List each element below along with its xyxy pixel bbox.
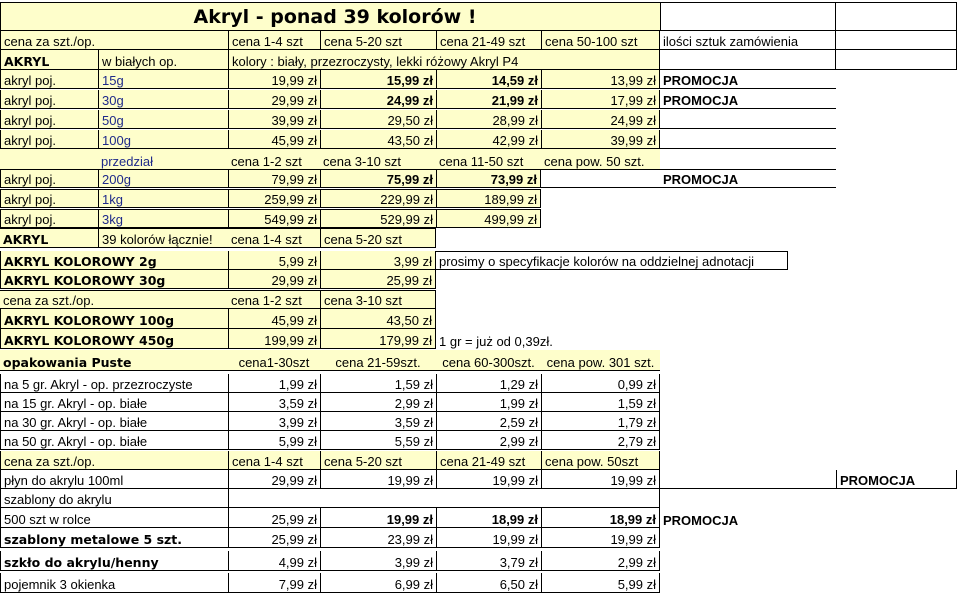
kolorowy-p2: 179,99 zł <box>320 329 436 349</box>
metalowe-p4: 19,99 zł <box>541 528 660 548</box>
puste-p2: 5,59 zł <box>320 431 436 450</box>
row-price-2: 75,99 zł <box>320 169 436 188</box>
akryl-white-pack: w białych op. <box>98 50 228 70</box>
last-header-c3: cena 21-49 szt <box>436 451 541 470</box>
row-label: akryl poj. <box>0 70 98 89</box>
akryl-white-colors: kolory : biały, przezroczysty, lekki różowy Akryl P4 <box>228 50 660 70</box>
range-c2: cena 3-10 szt <box>320 149 436 169</box>
row-price-3: 189,99 zł <box>436 189 541 208</box>
puste-header-c4: cena pow. 301 szt. <box>541 350 660 371</box>
row-price-3: 73,99 zł <box>436 169 541 188</box>
plyn-p1: 29,99 zł <box>228 470 320 489</box>
szablony-label: szablony do akrylu <box>0 489 228 508</box>
puste-label: na 15 gr. Akryl - op. białe <box>0 393 228 412</box>
header-col4: cena 50-100 szt <box>541 31 660 50</box>
empty-cell <box>0 149 98 169</box>
pojemnik-p4: 5,99 zł <box>541 573 660 593</box>
last-header-label: cena za szt./op. <box>0 451 228 470</box>
row-price-2: 43,50 zł <box>320 130 436 149</box>
page-title: Akryl - ponad 39 kolorów ! <box>193 6 477 28</box>
empty-cell <box>228 489 660 508</box>
puste-label: na 30 gr. Akryl - op. białe <box>0 412 228 431</box>
row-price-2: 29,50 zł <box>320 110 436 129</box>
puste-header-c3: cena 60-300szt. <box>436 350 541 371</box>
plyn-label: płyn do akrylu 100ml <box>0 470 228 489</box>
kolorowy-p1: 5,99 zł <box>228 251 320 270</box>
row-price-4: 13,99 zł <box>541 70 660 89</box>
puste-p4: 1,59 zł <box>541 393 660 412</box>
row-price-1: 259,99 zł <box>228 189 320 208</box>
row-price-1: 549,99 zł <box>228 209 320 228</box>
kolorowy-name: AKRYL KOLOROWY 30g <box>0 270 228 289</box>
empty-cell <box>660 470 836 489</box>
plyn-p2: 19,99 zł <box>320 470 436 489</box>
header-col2: cena 5-20 szt <box>320 31 436 50</box>
puste-header-c2: cena 21-59szt. <box>320 350 436 371</box>
szklo-label: szkło do akrylu/henny <box>0 551 228 571</box>
last-header-c4: cena pow. 50szt <box>541 451 660 470</box>
kolorowy-header-c1: cena 1-2 szt <box>228 290 320 309</box>
row-price-4: 24,99 zł <box>541 110 660 129</box>
row-price-3: 28,99 zł <box>436 110 541 129</box>
empty-cell <box>836 2 957 31</box>
kolorowy-p2: 3,99 zł <box>320 251 436 270</box>
empty-cell <box>836 50 957 70</box>
puste-p3: 2,99 zł <box>436 431 541 450</box>
header-unit-price: cena za szt./op. <box>0 31 228 50</box>
rolka-p2: 19,99 zł <box>320 508 436 528</box>
row-price-4: 17,99 zł <box>541 90 660 109</box>
row-label: akryl poj. <box>0 130 98 149</box>
kolorowy-note: 1 gr = już od 0,39zł. <box>439 334 553 349</box>
range-c3: cena 11-50 szt <box>436 149 541 169</box>
rolka-p3: 18,99 zł <box>436 508 541 528</box>
plyn-p4: 19,99 zł <box>541 470 660 489</box>
akryl-color-name: AKRYL <box>0 228 98 248</box>
kolorowy-p2: 43,50 zł <box>320 309 436 329</box>
row-size: 200g <box>98 169 228 188</box>
puste-p2: 3,59 zł <box>320 412 436 431</box>
row-label: akryl poj. <box>0 209 98 228</box>
header-qty: ilości sztuk zamówienia <box>660 31 836 50</box>
akryl-color-note: 39 kolorów łącznie! <box>98 228 228 248</box>
rolka-label: 500 szt w rolce <box>0 508 228 528</box>
empty-cell <box>836 31 957 50</box>
pojemnik-p2: 6,99 zł <box>320 573 436 593</box>
puste-header-c1: cena1-30szt <box>228 350 320 371</box>
puste-p4: 1,79 zł <box>541 412 660 431</box>
puste-p3: 1,29 zł <box>436 374 541 393</box>
row-price-2: 15,99 zł <box>320 70 436 89</box>
puste-p1: 1,99 zł <box>228 374 320 393</box>
range-c1: cena 1-2 szt <box>228 149 320 169</box>
puste-p2: 2,99 zł <box>320 393 436 412</box>
range-label: przedział <box>98 149 228 169</box>
metalowe-label: szablony metalowe 5 szt. <box>0 528 228 548</box>
range-c4: cena pow. 50 szt. <box>541 149 660 169</box>
row-promo: PROMOCJA <box>660 70 836 89</box>
puste-p4: 0,99 zł <box>541 374 660 393</box>
row-price-3: 42,99 zł <box>436 130 541 149</box>
kolorowy-note: prosimy o specyfikacje kolorów na oddzielnej adnotacji <box>436 251 788 270</box>
szklo-p2: 3,99 zł <box>320 551 436 571</box>
szklo-p4: 2,99 zł <box>541 551 660 571</box>
rolka-promo: PROMOCJA <box>663 513 739 528</box>
row-size: 30g <box>98 90 228 109</box>
row-price-1: 39,99 zł <box>228 110 320 129</box>
row-promo <box>660 130 836 149</box>
row-size: 50g <box>98 110 228 129</box>
row-price-1: 79,99 zł <box>228 169 320 188</box>
metalowe-p2: 23,99 zł <box>320 528 436 548</box>
puste-p1: 5,99 zł <box>228 431 320 450</box>
row-price-2: 229,99 zł <box>320 189 436 208</box>
pojemnik-label: pojemnik 3 okienka <box>0 573 228 593</box>
kolorowy-header-c2: cena 3-10 szt <box>320 290 436 309</box>
kolorowy-p2: 25,99 zł <box>320 270 436 289</box>
kolorowy-header-label: cena za szt./op. <box>0 290 228 309</box>
plyn-promo: PROMOCJA <box>836 470 957 489</box>
kolorowy-p1: 199,99 zł <box>228 329 320 349</box>
akryl-color-c2: cena 5-20 szt <box>320 228 436 248</box>
szklo-p1: 4,99 zł <box>228 551 320 571</box>
kolorowy-name: AKRYL KOLOROWY 2g <box>0 251 228 270</box>
kolorowy-p1: 45,99 zł <box>228 309 320 329</box>
puste-label: na 50 gr. Akryl - op. białe <box>0 431 228 450</box>
puste-label: na 5 gr. Akryl - op. przezroczyste <box>0 374 228 393</box>
row-label: akryl poj. <box>0 110 98 129</box>
puste-p4: 2,79 zł <box>541 431 660 450</box>
row-price-1: 19,99 zł <box>228 70 320 89</box>
puste-header-name: opakowania Puste <box>0 350 228 371</box>
rolka-p1: 25,99 zł <box>228 508 320 528</box>
kolorowy-p1: 29,99 zł <box>228 270 320 289</box>
row-price-3: 499,99 zł <box>436 209 541 228</box>
row-size: 15g <box>98 70 228 89</box>
row-size: 1kg <box>98 189 228 208</box>
puste-p1: 3,59 zł <box>228 393 320 412</box>
rolka-p4: 18,99 zł <box>541 508 660 528</box>
puste-p1: 3,99 zł <box>228 412 320 431</box>
row-promo: PROMOCJA <box>660 90 836 109</box>
row-size: 3kg <box>98 209 228 228</box>
row-price-2: 529,99 zł <box>320 209 436 228</box>
kolorowy-name: AKRYL KOLOROWY 100g <box>0 309 228 329</box>
empty-cell <box>541 169 660 188</box>
plyn-p3: 19,99 zł <box>436 470 541 489</box>
puste-p3: 2,59 zł <box>436 412 541 431</box>
row-price-3: 21,99 zł <box>436 90 541 109</box>
akryl-color-c1: cena 1-4 szt <box>228 228 320 248</box>
row-price-2: 24,99 zł <box>320 90 436 109</box>
row-promo <box>660 110 836 129</box>
row-label: akryl poj. <box>0 169 98 188</box>
row-price-3: 14,59 zł <box>436 70 541 89</box>
akryl-white-name: AKRYL <box>0 50 98 70</box>
row-label: akryl poj. <box>0 90 98 109</box>
last-header-c2: cena 5-20 szt <box>320 451 436 470</box>
metalowe-p3: 19,99 zł <box>436 528 541 548</box>
metalowe-p1: 25,99 zł <box>228 528 320 548</box>
row-size: 100g <box>98 130 228 149</box>
kolorowy-name: AKRYL KOLOROWY 450g <box>0 329 228 349</box>
row-price-1: 29,99 zł <box>228 90 320 109</box>
row-price-1: 45,99 zł <box>228 130 320 149</box>
row-promo: PROMOCJA <box>660 169 836 188</box>
pojemnik-p3: 6,50 zł <box>436 573 541 593</box>
empty-cell <box>660 50 836 70</box>
pojemnik-p1: 7,99 zł <box>228 573 320 593</box>
szklo-p3: 3,79 zł <box>436 551 541 571</box>
puste-p3: 1,99 zł <box>436 393 541 412</box>
header-col1: cena 1-4 szt <box>228 31 320 50</box>
last-header-c1: cena 1-4 szt <box>228 451 320 470</box>
row-label: akryl poj. <box>0 189 98 208</box>
puste-p2: 1,59 zł <box>320 374 436 393</box>
row-price-4: 39,99 zł <box>541 130 660 149</box>
header-col3: cena 21-49 szt <box>436 31 541 50</box>
empty-cell <box>660 2 836 31</box>
